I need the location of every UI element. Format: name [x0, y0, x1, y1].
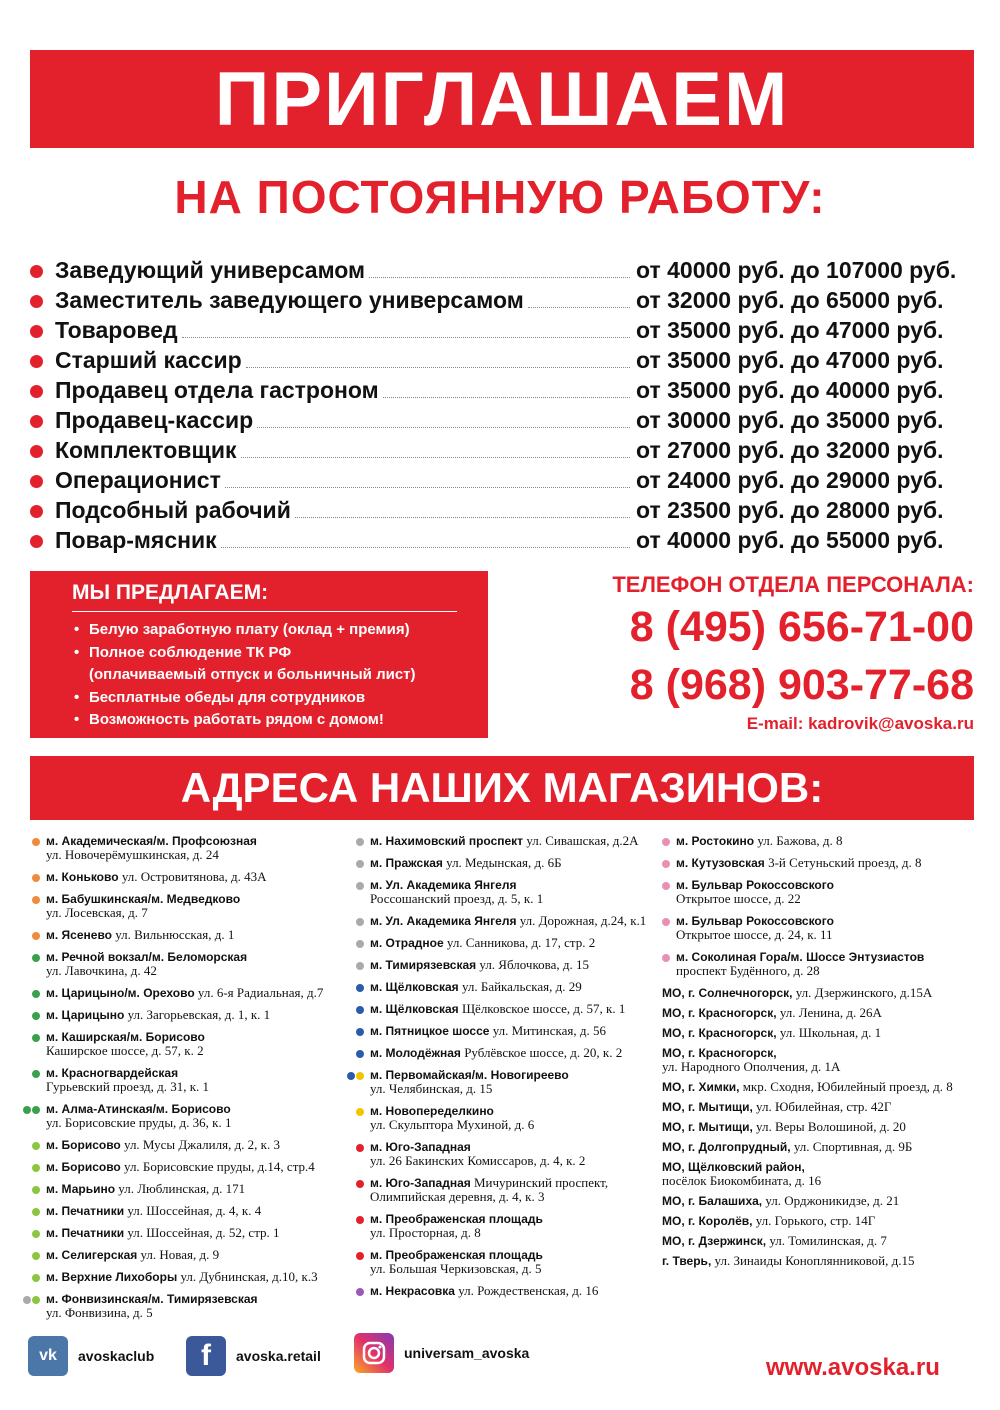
store-street: ул. Орджоникидзе, д. 21 [765, 1193, 900, 1208]
store-name: м. Преображенская площадь [370, 1248, 543, 1262]
store-address [356, 1002, 666, 1016]
job-salary: от 35000 руб. до 47000 руб. [636, 347, 944, 373]
job-row [30, 404, 974, 434]
job-salary: от 40000 руб. до 107000 руб. [636, 257, 957, 283]
store-street: посёлок Биокомбината, д. 16 [662, 1173, 822, 1188]
bullet-icon [30, 385, 43, 398]
metro-line-icon [32, 1296, 40, 1304]
store-street: ул. Юбилейная, стр. 42Г [756, 1099, 892, 1114]
store-address [356, 1024, 666, 1038]
dotted-leader [241, 457, 630, 458]
dotted-leader [383, 397, 630, 398]
job-title: Подсобный рабочий [55, 497, 291, 523]
store-name: м. Некрасовка [370, 1284, 455, 1298]
metro-line-icon [32, 1012, 40, 1020]
region-store-address [662, 1046, 982, 1074]
store-name: м. Академическая/м. Профсоюзная [46, 834, 257, 848]
metro-line-icon [32, 1252, 40, 1260]
region-store-address [662, 1234, 982, 1248]
store-name: м. Ясенево [46, 928, 112, 942]
facebook-link[interactable]: f avoska.retail [186, 1336, 321, 1376]
store-street: ул. Сивашская, д.2А [526, 833, 639, 848]
region-store-address [662, 1080, 982, 1094]
store-street: ул. Шоссейная, д. 52, стр. 1 [127, 1225, 280, 1240]
metro-line-icon [356, 1216, 364, 1224]
store-street: ул. Вильнюсская, д. 1 [115, 927, 235, 942]
metro-line-icon [32, 1142, 40, 1150]
hero-subtitle: НА ПОСТОЯННУЮ РАБОТУ: [174, 171, 826, 223]
job-salary: от 32000 руб. до 65000 руб. [636, 287, 944, 313]
store-street: ул. Челябинская, д. 15 [370, 1081, 493, 1096]
bullet-icon [30, 295, 43, 308]
metro-line-icon [356, 882, 364, 890]
store-name: м. Царицыно/м. Орехово [46, 986, 195, 1000]
metro-line-icon [356, 1028, 364, 1036]
offer-item: (оплачиваемый отпуск и больничный лист) [89, 666, 416, 683]
store-name: м. Бульвар Рокоссовского [676, 914, 834, 928]
metro-line-icon [356, 1180, 364, 1188]
store-street: Россошанский проезд, д. 5, к. 1 [370, 891, 544, 906]
region-store-address [662, 1214, 982, 1228]
store-street: ул. Спортивная, д. 9Б [793, 1139, 913, 1154]
website-link[interactable]: www.avoska.ru [766, 1354, 940, 1381]
bullet-icon [30, 475, 43, 488]
store-name: м. Печатники [46, 1204, 125, 1218]
dotted-leader [257, 427, 630, 428]
store-street: ул. Санникова, д. 17, стр. 2 [446, 935, 596, 950]
dotted-leader [246, 367, 630, 368]
metro-line-icon [32, 990, 40, 998]
job-row [30, 524, 974, 554]
metro-line-icon [32, 1274, 40, 1282]
store-address [356, 878, 666, 906]
address-column-3 [662, 834, 982, 1274]
metro-line-icon [356, 1072, 364, 1080]
store-name: м. Борисово [46, 1160, 121, 1174]
store-address [32, 1226, 352, 1240]
store-name: м. Пятницкое шоссе [370, 1024, 490, 1038]
metro-line-icon [662, 838, 670, 846]
store-address [32, 928, 352, 942]
phone-number-1[interactable]: 8 (495) 656-71-00 [629, 603, 974, 651]
store-street: ул. Бажова, д. 8 [757, 833, 843, 848]
store-address [662, 950, 982, 978]
store-address [32, 1030, 352, 1058]
store-name: МО, г. Балашиха, [662, 1194, 763, 1208]
dotted-leader [221, 547, 630, 548]
job-title: Комплектовщик [55, 437, 237, 463]
store-street: ул. Загорьевская, д. 1, к. 1 [127, 1007, 271, 1022]
store-name: МО, Щёлковский район, [662, 1160, 805, 1174]
store-street: проспект Будённого, д. 28 [676, 963, 820, 978]
store-address [356, 1176, 666, 1204]
store-street: ул. 26 Бакинских Комиссаров, д. 4, к. 2 [370, 1153, 586, 1168]
address-column-1 [32, 834, 352, 1328]
offer-list [74, 619, 416, 732]
instagram-link[interactable]: universam_avoska [354, 1333, 529, 1373]
job-row [30, 494, 974, 524]
store-street: ул. Народного Ополчения, д. 1А [662, 1059, 841, 1074]
metro-line-icon [356, 838, 364, 846]
store-street: ул. Медынская, д. 6Б [446, 855, 562, 870]
store-name: м. Молодёжная [370, 1046, 461, 1060]
metro-line-icon [662, 860, 670, 868]
store-name: м. Первомайская/м. Новогиреево [370, 1068, 569, 1082]
metro-line-icon [32, 1106, 40, 1114]
store-street: ул. Томилинская, д. 7 [769, 1233, 887, 1248]
offer-title: МЫ ПРЕДЛАГАЕМ: [72, 581, 269, 604]
region-store-address [662, 986, 982, 1000]
job-title: Заведующий универсамом [55, 257, 366, 283]
store-name: м. Верхние Лихоборы [46, 1270, 178, 1284]
store-street: ул. Яблочкова, д. 15 [479, 957, 589, 972]
store-name: м. Ул. Академика Янгеля [370, 914, 517, 928]
store-street: 3-й Сетуньский проезд, д. 8 [768, 855, 922, 870]
job-row [30, 314, 974, 344]
store-address [356, 1248, 666, 1276]
store-street: ул. Рождественская, д. 16 [458, 1283, 599, 1298]
metro-line-icon [662, 882, 670, 890]
store-street: ул. Дорожная, д.24, к.1 [519, 913, 647, 928]
job-row [30, 254, 974, 284]
contact-block [520, 572, 974, 734]
store-name: м. Коньково [46, 870, 119, 884]
store-street: ул. Лавочкина, д. 42 [46, 963, 157, 978]
metro-line-icon [32, 954, 40, 962]
store-address [32, 1138, 352, 1152]
store-name: м. Марьино [46, 1182, 116, 1196]
store-name: м. Красногвардейская [46, 1066, 179, 1080]
store-name: м. Нахимовский проспект [370, 834, 524, 848]
email-link[interactable]: E-mail: kadrovik@avoska.ru [746, 714, 974, 733]
store-address [356, 914, 666, 928]
store-address [356, 958, 666, 972]
metro-line-icon [32, 1186, 40, 1194]
store-name: МО, г. Солнечногорск, [662, 986, 793, 1000]
store-street: Рублёвское шоссе, д. 20, к. 2 [464, 1045, 623, 1060]
store-street: Открытое шоссе, д. 24, к. 11 [676, 927, 833, 942]
store-street: ул. Ленина, д. 26А [779, 1005, 882, 1020]
store-street: мкр. Сходня, Юбилейный проезд, д. 8 [742, 1079, 953, 1094]
store-street: Гурьевский проезд, д. 31, к. 1 [46, 1079, 210, 1094]
store-street: Открытое шоссе, д. 22 [676, 891, 801, 906]
store-address [32, 870, 352, 884]
store-address [356, 834, 666, 848]
store-street: ул. Островитянова, д. 43А [121, 869, 267, 884]
store-address [32, 892, 352, 920]
bullet-icon [30, 265, 43, 278]
store-name: м. Борисово [46, 1138, 121, 1152]
metro-line-icon [32, 896, 40, 904]
store-name: МО, г. Красногорск, [662, 1006, 777, 1020]
store-street: ул. Дзержинского, д.15А [795, 985, 933, 1000]
metro-line-icon [356, 940, 364, 948]
job-salary: от 35000 руб. до 47000 руб. [636, 317, 944, 343]
store-name: МО, г. Королёв, [662, 1214, 753, 1228]
store-name: м. Щёлковская [370, 980, 459, 994]
store-street: ул. Новочерёмушкинская, д. 24 [46, 847, 219, 862]
store-name: м. Тимирязевская [370, 958, 477, 972]
store-name: м. Каширская/м. Борисово [46, 1030, 205, 1044]
store-name: м. Юго-Западная [370, 1140, 471, 1154]
store-street: ул. Горького, стр. 14Г [755, 1213, 876, 1228]
store-address [32, 1008, 352, 1022]
store-street: ул. Борисовские пруды, д. 36, к. 1 [46, 1115, 232, 1130]
dotted-leader [369, 277, 630, 278]
job-list [30, 254, 974, 554]
metro-line-icon [356, 1108, 364, 1116]
metro-line-icon [23, 1106, 31, 1114]
store-name: м. Фонвизинская/м. Тимирязевская [46, 1292, 258, 1306]
job-salary: от 27000 руб. до 32000 руб. [636, 437, 944, 463]
metro-line-icon [356, 1288, 364, 1296]
region-store-address [662, 1100, 982, 1114]
metro-line-icon [356, 1050, 364, 1058]
metro-line-icon [356, 962, 364, 970]
store-address [356, 1212, 666, 1240]
store-street: ул. Большая Черкизовская, д. 5 [370, 1261, 542, 1276]
bullet-icon [30, 445, 43, 458]
metro-line-icon [32, 1164, 40, 1172]
metro-line-icon [356, 1252, 364, 1260]
job-row [30, 374, 974, 404]
metro-line-icon [347, 1072, 355, 1080]
store-street: Щёлковское шоссе, д. 57, к. 1 [461, 1001, 626, 1016]
metro-line-icon [356, 984, 364, 992]
store-street: ул. Дубнинская, д.10, к.3 [180, 1269, 318, 1284]
facebook-icon: f [186, 1336, 226, 1376]
store-street: ул. Фонвизина, д. 5 [46, 1305, 153, 1320]
hero-banner [30, 50, 974, 148]
metro-line-icon [356, 918, 364, 926]
store-street: ул. Новая, д. 9 [140, 1247, 220, 1262]
region-store-address [662, 1026, 982, 1040]
bullet-icon [30, 535, 43, 548]
metro-line-icon [32, 838, 40, 846]
store-street: ул. Просторная, д. 8 [370, 1225, 481, 1240]
store-address [662, 834, 982, 848]
store-address [32, 986, 352, 1000]
store-address [32, 1066, 352, 1094]
vk-link[interactable]: vk avoskaclub [28, 1336, 154, 1376]
store-street: ул. Мусы Джалиля, д. 2, к. 3 [124, 1137, 280, 1152]
store-name: МО, г. Красногорск, [662, 1026, 777, 1040]
store-address [32, 1248, 352, 1262]
job-row [30, 434, 974, 464]
store-address [662, 856, 982, 870]
job-title: Товаровед [55, 317, 178, 343]
store-address [356, 980, 666, 994]
region-store-address [662, 1254, 982, 1268]
job-salary: от 40000 руб. до 55000 руб. [636, 527, 944, 553]
store-name: м. Кутузовская [676, 856, 765, 870]
job-salary: от 23500 руб. до 28000 руб. [636, 497, 944, 523]
dotted-leader [225, 487, 630, 488]
instagram-icon [354, 1333, 394, 1373]
contact-title: ТЕЛЕФОН ОТДЕЛА ПЕРСОНАЛА: [612, 572, 974, 597]
job-title: Повар-мясник [55, 527, 217, 553]
store-street: ул. Борисовские пруды, д.14, стр.4 [124, 1159, 315, 1174]
metro-line-icon [32, 1034, 40, 1042]
vk-icon: vk [28, 1336, 68, 1376]
offer-item: • Полное соблюдение ТК РФ [74, 643, 292, 661]
region-store-address [662, 1120, 982, 1134]
store-street: Мичуринский проспект, Олимпийская деревня, д. 4, к. 3 [370, 1175, 609, 1204]
store-street: ул. Байкальская, д. 29 [461, 979, 582, 994]
phone-number-2[interactable]: 8 (968) 903-77-68 [629, 661, 974, 709]
metro-line-icon [356, 1144, 364, 1152]
store-address [356, 1284, 666, 1298]
address-column-2 [356, 834, 666, 1306]
bullet-icon [30, 355, 43, 368]
store-name: м. Ул. Академика Янгеля [370, 878, 517, 892]
store-address [32, 1292, 352, 1320]
job-salary: от 30000 руб. до 35000 руб. [636, 407, 944, 433]
store-address [662, 914, 982, 942]
metro-line-icon [662, 918, 670, 926]
store-name: МО, г. Мытищи, [662, 1100, 753, 1114]
job-row [30, 284, 974, 314]
addresses-banner [30, 756, 974, 820]
store-name: г. Тверь, [662, 1254, 712, 1268]
metro-line-icon [32, 932, 40, 940]
store-address [32, 1182, 352, 1196]
store-street: Каширское шоссе, д. 57, к. 2 [46, 1043, 204, 1058]
offer-item: • Бесплатные обеды для сотрудников [74, 688, 366, 706]
store-name: МО, г. Химки, [662, 1080, 740, 1094]
region-store-address [662, 1140, 982, 1154]
dotted-leader [295, 517, 630, 518]
job-salary: от 35000 руб. до 40000 руб. [636, 377, 944, 403]
hero-title: ПРИГЛАШАЕМ [214, 56, 790, 142]
store-name: м. Бабушкинская/м. Медведково [46, 892, 241, 906]
region-store-address [662, 1160, 982, 1188]
store-street: ул. Люблинская, д. 171 [118, 1181, 246, 1196]
job-title: Операционист [55, 467, 221, 493]
job-row [30, 344, 974, 374]
store-name: МО, г. Дзержинск, [662, 1234, 767, 1248]
offer-item: • Белую заработную плату (оклад + премия) [74, 621, 410, 638]
metro-line-icon [32, 1230, 40, 1238]
store-name: м. Селигерская [46, 1248, 138, 1262]
store-name: м. Новопеределкино [370, 1104, 494, 1118]
region-store-address [662, 1006, 982, 1020]
job-title: Продавец отдела гастроном [55, 377, 379, 403]
store-name: м. Пражская [370, 856, 443, 870]
store-address [356, 936, 666, 950]
addresses-title: АДРЕСА НАШИХ МАГАЗИНОВ: [180, 764, 824, 811]
store-street: ул. Зинаиды Коноплянниковой, д.15 [714, 1253, 915, 1268]
job-title: Продавец-кассир [55, 407, 254, 433]
store-address [32, 834, 352, 862]
store-address [356, 1046, 666, 1060]
offer-item: • Возможность работать рядом с домом! [74, 711, 384, 728]
metro-line-icon [356, 1006, 364, 1014]
bullet-icon [30, 415, 43, 428]
store-address [356, 1140, 666, 1168]
store-address [662, 878, 982, 906]
job-title: Старший кассир [55, 347, 242, 373]
store-name: м. Отрадное [370, 936, 444, 950]
dotted-leader [528, 307, 630, 308]
store-name: м. Соколиная Гора/м. Шоссе Энтузиастов [676, 950, 925, 964]
store-name: МО, г. Мытищи, [662, 1120, 753, 1134]
metro-line-icon [23, 1296, 31, 1304]
store-street: ул. Скульптора Мухиной, д. 6 [370, 1117, 535, 1132]
store-street: ул. 6-я Радиальная, д.7 [197, 985, 324, 1000]
metro-line-icon [32, 1070, 40, 1078]
store-name: м. Щёлковская [370, 1002, 459, 1016]
store-street: ул. Шоссейная, д. 4, к. 4 [127, 1203, 262, 1218]
store-address [32, 950, 352, 978]
store-address [32, 1160, 352, 1174]
bullet-icon [30, 325, 43, 338]
store-name: м. Ростокино [676, 834, 755, 848]
store-name: МО, г. Долгопрудный, [662, 1140, 791, 1154]
store-street: ул. Веры Волошиной, д. 20 [756, 1119, 906, 1134]
bullet-icon [30, 505, 43, 518]
store-address [32, 1102, 352, 1130]
store-name: м. Алма-Атинская/м. Борисово [46, 1102, 231, 1116]
store-address [32, 1204, 352, 1218]
job-title: Заместитель заведующего универсамом [55, 287, 524, 313]
store-name: м. Речной вокзал/м. Беломорская [46, 950, 248, 964]
store-name: м. Бульвар Рокоссовского [676, 878, 834, 892]
metro-line-icon [32, 874, 40, 882]
store-address [356, 856, 666, 870]
store-name: м. Царицыно [46, 1008, 125, 1022]
offer-box [30, 571, 488, 738]
dotted-leader [182, 337, 630, 338]
store-address [356, 1068, 666, 1096]
job-row [30, 464, 974, 494]
offer-divider [72, 611, 457, 612]
region-store-address [662, 1194, 982, 1208]
metro-line-icon [356, 860, 364, 868]
store-street: ул. Митинская, д. 56 [492, 1023, 606, 1038]
store-address [32, 1270, 352, 1284]
store-address [356, 1104, 666, 1132]
metro-line-icon [32, 1208, 40, 1216]
store-name: м. Юго-Западная [370, 1176, 471, 1190]
job-salary: от 24000 руб. до 29000 руб. [636, 467, 944, 493]
store-name: м. Печатники [46, 1226, 125, 1240]
store-name: м. Преображенская площадь [370, 1212, 543, 1226]
store-name: МО, г. Красногорск, [662, 1046, 777, 1060]
metro-line-icon [662, 954, 670, 962]
store-street: ул. Лосевская, д. 7 [46, 905, 148, 920]
store-street: ул. Школьная, д. 1 [779, 1025, 882, 1040]
